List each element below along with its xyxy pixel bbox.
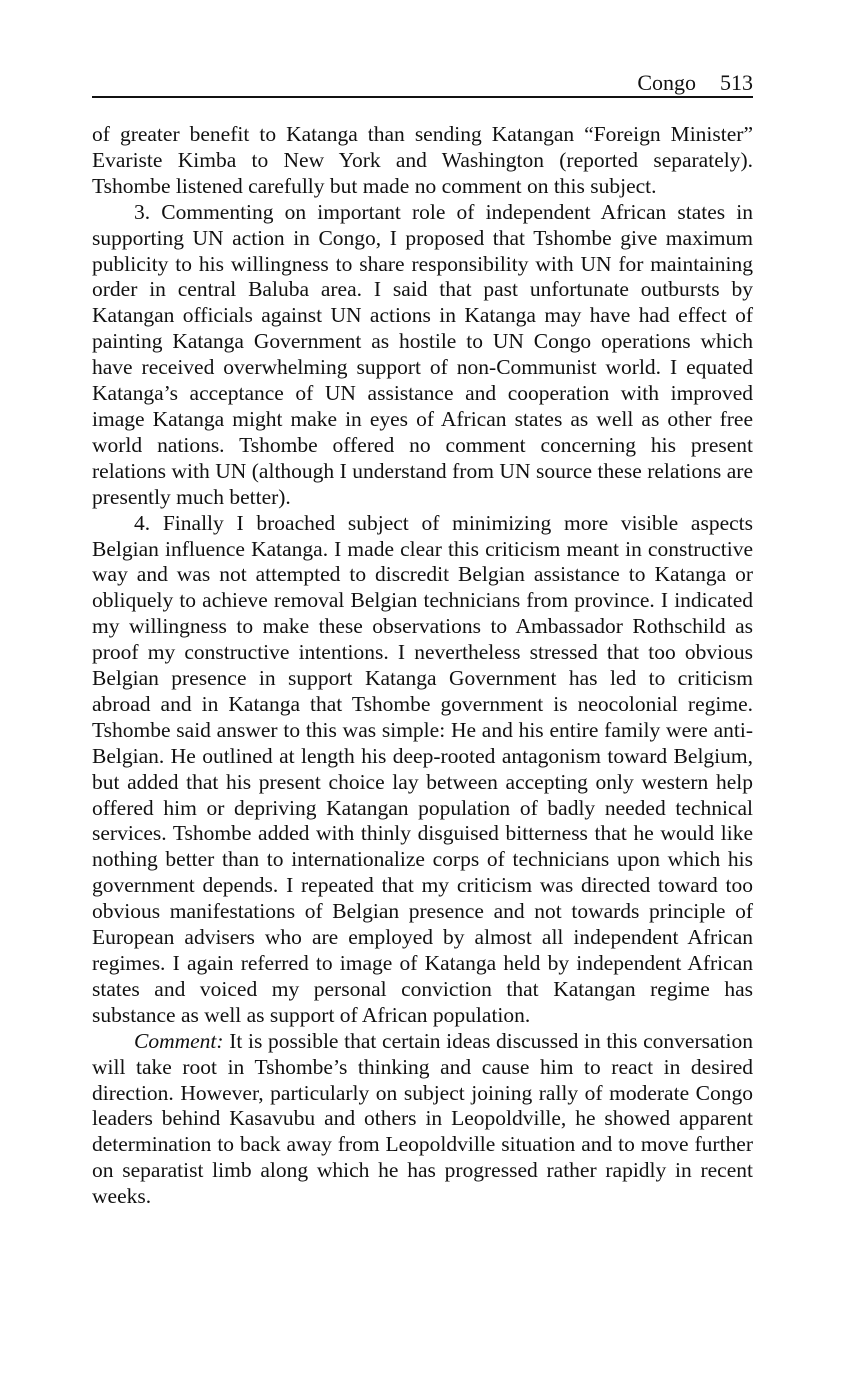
running-head-title: Congo bbox=[637, 70, 696, 95]
comment-text: It is possible that certain ideas discussed in this conversation will take root in Tshombe’s thinking and cause him to react in desired direction. However, particularly on subject joining rally of moderate Congo leaders behind Kasavubu and others in Leopoldville, he showed apparent determination to back away from Leopoldville situation and to move further on separatist limb along which he has progressed rather rapidly in recent weeks. bbox=[92, 1028, 753, 1209]
paragraph-3: 3. Commenting on important role of independent African states in supporting UN action in Congo, I proposed that Tshombe give maximum publicity to his willingness to share responsibility with UN for maintaining order in central Baluba area. I said that past unfortunate outbursts by Katangan officials against UN actions in Katanga may have had effect of painting Katanga Government as hostile to UN Congo operations which have received overwhelming support of non-Communist world. I equated Katanga’s acceptance of UN assistance and cooperation with improved image Katanga might make in eyes of African states as well as other free world nations. Tshombe offered no comment concerning his present relations with UN (although I understand from UN source these relations are presently much better). bbox=[92, 199, 753, 509]
running-head bbox=[92, 70, 753, 98]
body-text bbox=[92, 122, 753, 1210]
page-number: 513 bbox=[720, 70, 753, 95]
comment-label: Comment: bbox=[134, 1028, 224, 1053]
paragraph-continuation: of greater benefit to Katanga than sending Katangan “Foreign Minister” Evariste Kimba to New York and Washington (reported separately). Tshombe listened carefully but made no comment on this subject. bbox=[92, 122, 753, 198]
paragraph-comment bbox=[92, 1029, 753, 1210]
paragraph-4: 4. Finally I broached subject of minimizing more visible aspects Belgian influence Katanga. I made clear this criticism meant in constructive way and was not attempted to discredit Belgian assistance to Katanga or obliquely to achieve removal Belgian technicians from province. I indicated my willingness to make these observations to Ambassador Rothschild as proof my constructive intentions. I nevertheless stressed that too obvious Belgian presence in support Katanga Government has led to criticism abroad and in Katanga that Tshombe government is neocolonial regime. Tshombe said answer to this was simple: He and his entire family were anti-Belgian. He outlined at length his deep-rooted antagonism toward Belgium, but added that his present choice lay between accepting only western help offered him or depriving Katangan population of badly needed technical services. Tshombe added with thinly disguised bitterness that he would like nothing better than to internationalize corps of technicians upon which his government depends. I repeated that my criticism was directed toward too obvious manifestations of Belgian presence and not towards principle of European advisers who are employed by almost all independent African regimes. I again referred to image of Katanga held by independent African states and voiced my personal conviction that Katangan regime has substance as well as support of African population. bbox=[92, 510, 753, 1027]
